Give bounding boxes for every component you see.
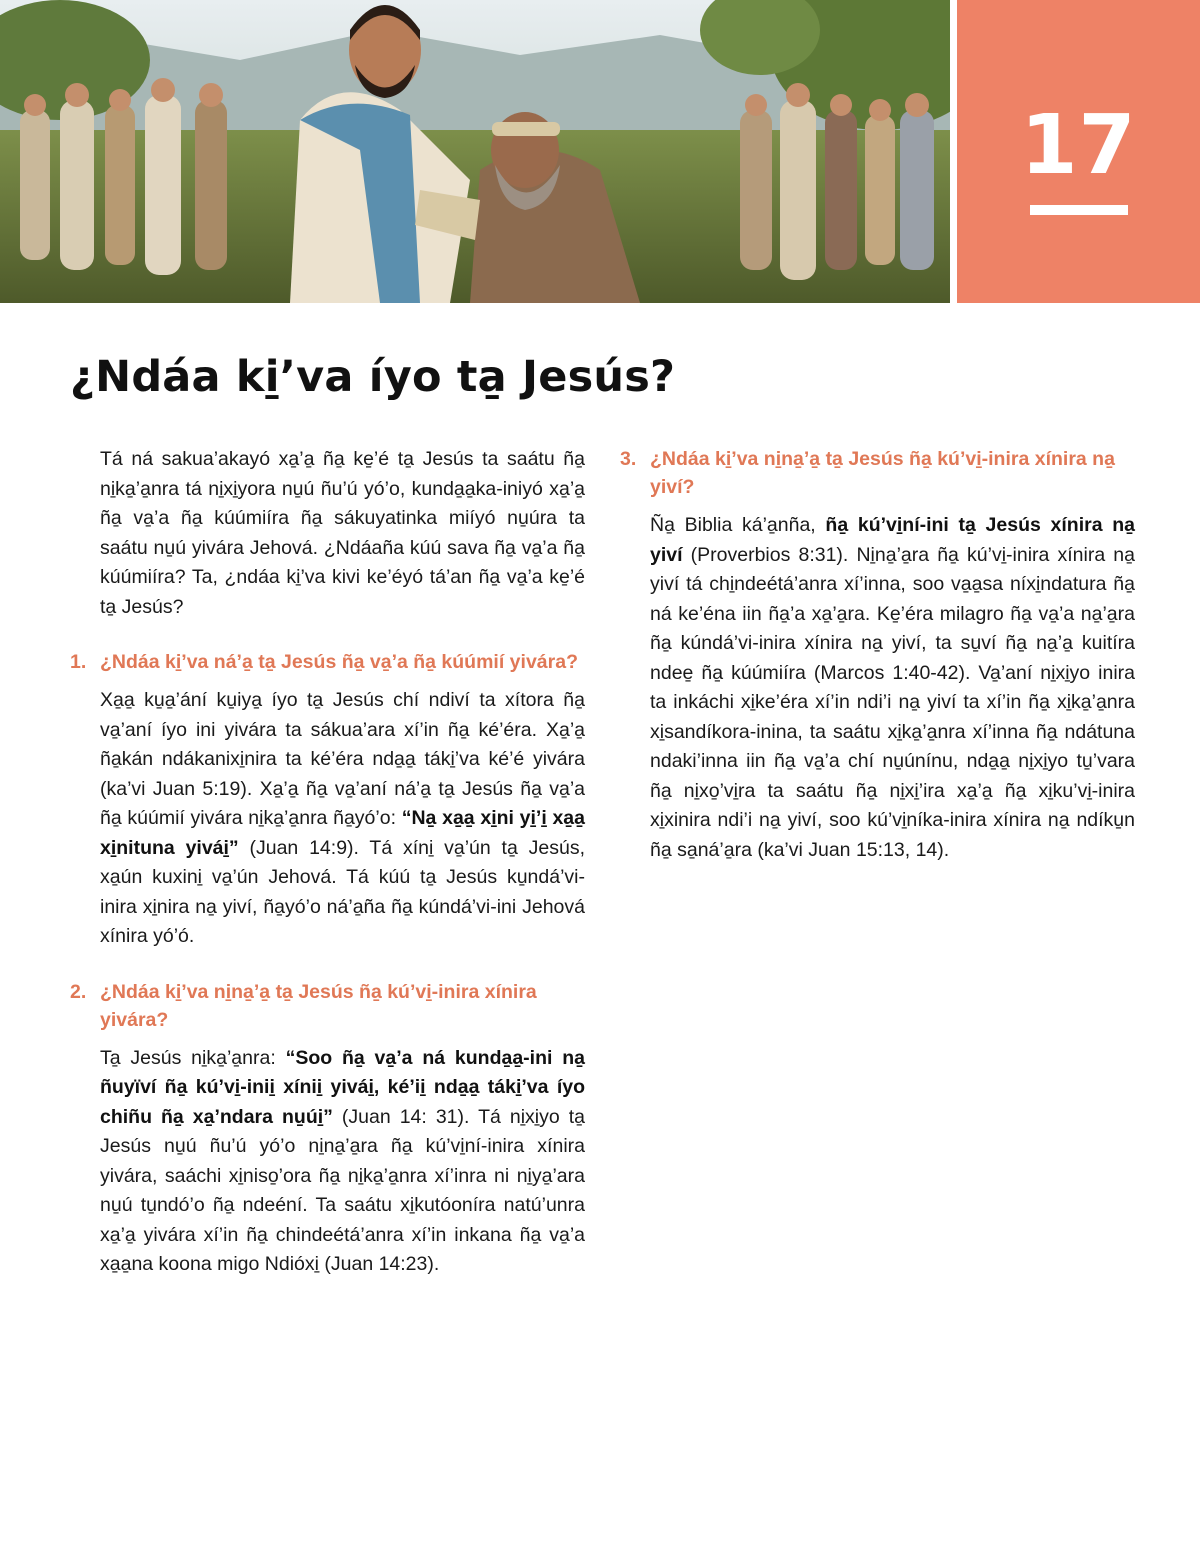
answer-1-part-3: (Juan 14:9). Tá xíni̱ va̱’ún ta̱ Jesús, xa̱ún kuxini̱ va̱’ún Jehová. Tá kúú ta̱ Jesús ku̱ndá’vi-inira xi̱nira na̱ yiví, ña̱yó’o ná’a̱ña ña̱ kúndá’vi-ini Jehová xínira yó’ó. [100, 836, 585, 947]
lesson-number-underline [1030, 205, 1128, 215]
question-3-answer [650, 511, 1135, 865]
question-1-text: ¿Ndáa ki̱’va ná’a̱ ta̱ Jesús ña̱ va̱’a ña̱ kúúmií yivára? [100, 651, 578, 673]
intro-paragraph: Tá ná sakua’akayó xa̱’a̱ ña̱ ke̱’é ta̱ Jesús ta saátu ña̱ ni̱ka̱’a̱nra tá ni̱xi̱yora nu̱ú ñu’ú yó’o, kunda̱a̱ka-iniyó xa̱’a̱ ña̱ va̱’a ña̱ kúúmiíra ña̱ sákuyatinka miíyó nu̱úra ta saátu nu̱ú yivára Jehová. ¿Ndáaña kúú sava ña̱ va̱’a ña̱ kúúmiíra? Ta, ¿ndáa ki̱’va kivi ke’éyó tá’an ña̱ va̱’a ke̱’é ta̱ Jesús? [100, 448, 585, 618]
answer-2-quote: “Soo ña̱ va̱’a ná kunda̱a̱-ini na̱ ñuyïví ña̱ kú’vi̱-inii̱ xínii̱ yivái̱, ké’ii̱ nda̱a̱ táki̱’va íyo chiñu ña̱ xa̱’ndara nu̱úi̱” [100, 1046, 585, 1128]
question-2-text: ¿Ndáa ki̱’va ni̱na̱’a̱ ta̱ Jesús ña̱ kú’vi̱-inira xínira yivára? [100, 980, 537, 1031]
question-1-heading [70, 648, 585, 676]
answer-2-part-3: (Juan 14: 31). Tá ni̱xi̱yo ta̱ Jesús nu̱ú ñu’ú yó’o ni̱na̱’a̱ra ña̱ kú’vi̱ní-inira xínira yivára, saáchi xi̱niso̱’ora ña̱ ni̱ka̱’a̱nra xí’inra ni ni̱ya̱’ara nu̱ú tu̱ndó’o ña̱ ndeéní. Ta saátu xi̱kutóoníra natú’unra xa̱’a̱ yivára xí’in ña̱ chindeétá’anra xí’in inkana ña̱ va̱’a xa̱a̱na koona migo Ndióxi̱ (Juan 14:23). [100, 1105, 585, 1275]
question-1-number: 1. [70, 651, 87, 673]
left-column [70, 445, 585, 1280]
question-1-answer [100, 686, 585, 952]
question-3-text: ¿Ndáa ki̱’va ni̱na̱’a̱ ta̱ Jesús ña̱ kú’vi̱-inira xínira na̱ yiví? [650, 448, 1115, 498]
question-2-answer [100, 1044, 585, 1280]
lesson-number: 17 [1020, 98, 1137, 193]
question-3-heading [620, 445, 1135, 501]
question-2-number: 2. [70, 980, 87, 1003]
answer-3-emphasis: ña̱ kú’vi̱ní-ini ta̱ Jesús xínira na̱ yiví [650, 514, 1135, 566]
lesson-title: ¿Ndáa ki̱’va íyo ta̱ Jesús? [70, 352, 676, 402]
question-3-number: 3. [620, 448, 637, 470]
answer-1-part-1: Xa̱a̱ ku̱a̱’ání ku̱iya̱ íyo ta̱ Jesús chí ndiví ta xítora ña̱ va̱’aní íyo ini yivára ta sákua’ara xí’in ña̱ ké’éra. Xa̱’a̱ ña̱kán ndákanixi̱nira ta ké’éra nda̱a̱ táki̱’va ké’é yivára (ka’vi Juan 5:19). Xa̱’a̱ ña̱ va̱’aní ná’a̱ ta̱ Jesús ña̱ va̱’a ña̱ kúúmií yivára ni̱ka̱’a̱nra ña̱yó’o: [100, 689, 585, 829]
answer-3-part-3: (Proverbios 8:31). Ni̱na̱’a̱ra ña̱ kú’vi̱-inira xínira na̱ yiví tá chi̱ndeétá’anra xí’inna, soo va̱a̱sa níxi̱ndatura ña̱ ná ke’éna iin ña̱’a xa̱’a̱ra. Ke̱’éra milagro ña̱ va̱’a na̱’a̱ra ña̱ kúndá’vi-inira xínira na̱ yiví, ta su̱ví ña̱ na̱’a̱ kuitíra ndee̱ ña̱ kúúmiíra (Marcos 1:40-42). Va̱’aní ni̱xi̱yo inira ta inkáchi xi̱ke’éra xí’in ndi’i na̱ yiví ta xí’in ña̱ xi̱ka̱’a̱nra xi̱sandíkora-inina, ta saátu xi̱ka̱’a̱nra xí’inna ña̱ ndátuna ndaki’inna iin ña̱ va̱’a chí nu̱únínu, nda̱a̱ ni̱xi̱yo tu̱’vara ña̱ ni̱xo̱’vi̱ra ta saátu ña̱ ni̱xi̱’ira xa̱’a̱ ña̱ xi̱ku’vi̱-inira xi̱xinira ndi’i na̱ yiví, soo kú’vi̱níka-inira xínira na̱ ndíku̱n ña̱ sa̱ná’a̱ra (ka’vi Juan 15:13, 14). [650, 543, 1135, 861]
right-column [620, 445, 1135, 865]
lesson-number-box [957, 0, 1200, 303]
hero-illustration [0, 0, 950, 303]
answer-1-quote: “Na̱ xa̱a̱ xi̱ni yi̱’i̱ xa̱a̱ xi̱nituna yivái̱” [100, 807, 586, 859]
question-2-heading [70, 978, 585, 1034]
answer-3-part-1: Ña̱ Biblia ká’a̱nña, [650, 514, 826, 536]
answer-2-part-1: Ta̱ Jesús ni̱ka̱’a̱nra: [100, 1046, 286, 1069]
